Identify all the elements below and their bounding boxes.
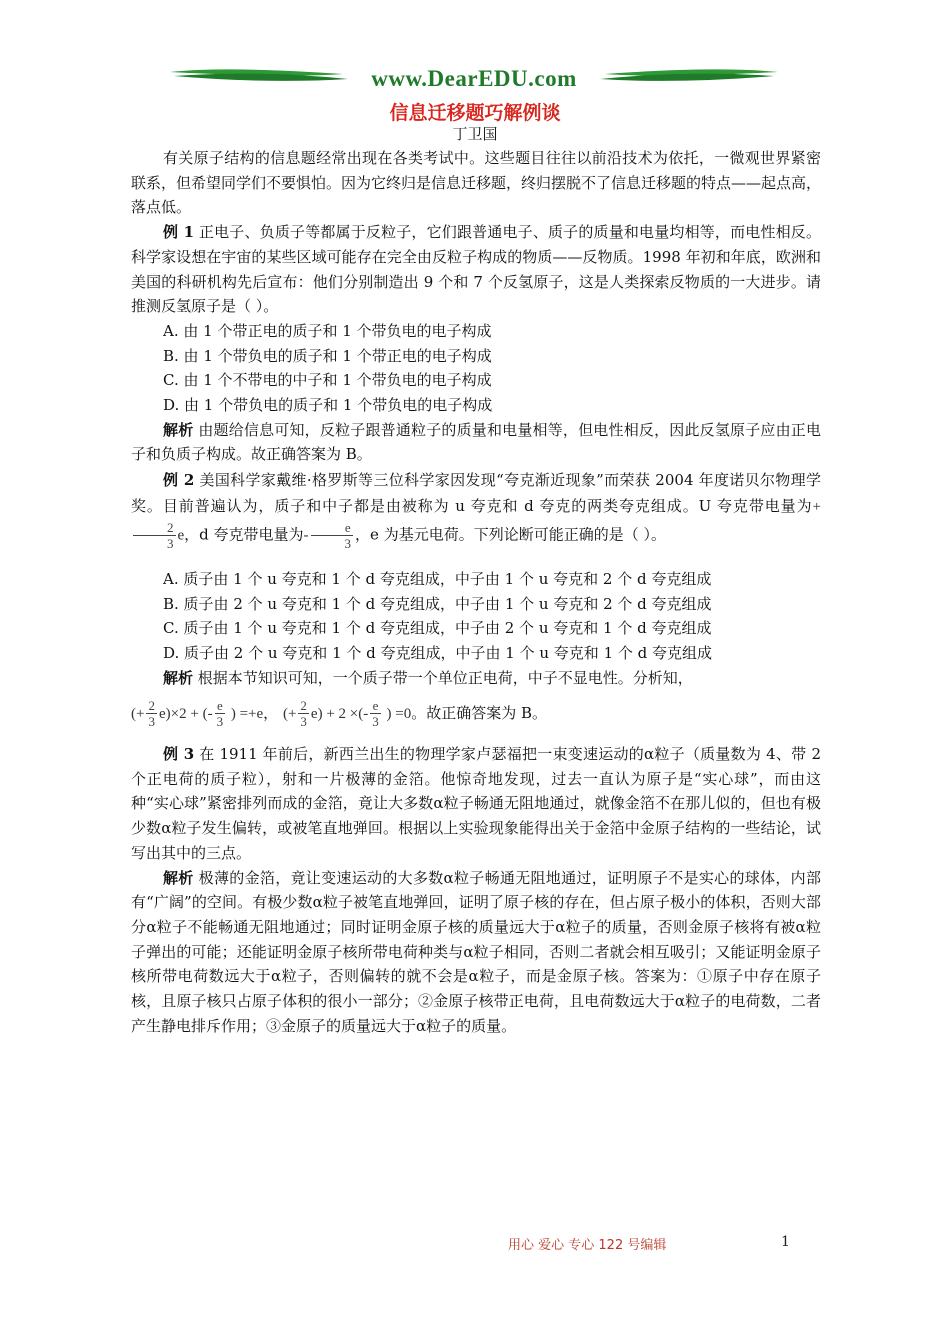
example-3-question	[131, 742, 821, 866]
fraction-numerator: 2	[148, 698, 155, 714]
fraction-numerator: 2	[300, 698, 307, 714]
example-1-label: 例 1	[163, 223, 195, 242]
example-2-conclusion: 。故正确答案为 B。	[411, 703, 548, 722]
article-title: 信息迁移题巧解例谈	[389, 102, 561, 124]
example-3-label: 例 3	[163, 745, 195, 763]
example-1-option-a: A. 由 1 个带正电的质子和 1 个带负电的电子构成	[163, 321, 492, 340]
example-1-option-d: D. 由 1 个带负电的质子和 1 个带负电的电子构成	[163, 396, 493, 415]
example-2-option-b: B. 质子由 2 个 u 夸克和 1 个 d 夸克组成，中子由 1 个 u 夸克和 2 个 d 夸克组成	[163, 594, 712, 613]
plus-sign: +	[812, 499, 821, 515]
fraction-denominator: 3	[167, 536, 174, 551]
fraction-e-third	[311, 520, 354, 551]
example-2-option-c: C. 质子由 1 个 u 夸克和 1 个 d 夸克组成，中子由 2 个 u 夸克和 1 个 d 夸克组成	[163, 619, 712, 638]
equation-part: -	[207, 705, 213, 722]
example-2-analysis	[131, 666, 821, 691]
example-3-text: 在 1911 年前后，新西兰出生的物理学家卢瑟福把一束变速运动的α粒子（质量数为 4、带 2 个正电荷的质子粒），射和一片极薄的金箔。他惊奇地发现，过去一直认为原子是“实心球”，而由这种“实心球”紧密排列而成的金箔，竟让大多数α粒子畅通无阻地通过，就像金箔不在那儿似的，但也有极少数α粒子发生偏转，或被笔直地弹回。根据以上实验现象能得出关于金箔中金原子结构的一些结论，试写出其中的三点。	[131, 745, 821, 862]
example-2-analysis-text: 根据本节知识可知，一个质子带一个单位正电荷，中子不显电性。分析知，	[193, 668, 693, 687]
fraction-e-third	[370, 698, 381, 729]
footer-note: 用心 爱心 专心 122 号编辑	[508, 1238, 667, 1253]
example-2-option-a: A. 质子由 1 个 u 夸克和 1 个 d 夸克组成，中子由 1 个 u 夸克和 2 个 d 夸克组成	[163, 570, 712, 588]
example-2-question	[131, 467, 821, 551]
equation-part: +	[136, 705, 145, 722]
fraction-numerator: e	[311, 520, 354, 536]
fraction-numerator: e	[370, 698, 381, 714]
example-1-text: 正电子、负质子等都属于反粒子，它们跟普通电子、质子的质量和电量均相等，而电性相反。科学家设想在宇宙的某些区域可能存在完全由反粒子构成的物质——反物质。1998 年初和年底，欧洲和美国的科研机构先后宣布：他们分别制造出 9 个和 7 个反氢原子，这是人类探索反物质的一大进步。请推测反氢原子是（ ）。	[131, 223, 821, 316]
charge-symbol: e	[177, 527, 185, 544]
example-3	[131, 742, 821, 1038]
example-2	[131, 467, 821, 551]
equation-part: ×2	[170, 705, 187, 722]
example-2-equation: (+ $\frac{2}{3}$ e)×2 + (- $\frac{e}{3}$ ) =+e， (+ $\frac{2}{3}$ e) + 2 ×(- $\frac{e}{3}$ ) =0。故正确答案为 B。	[131, 698, 548, 730]
equation-part: e	[310, 705, 318, 722]
example-1-question	[131, 220, 821, 319]
fraction-e-third	[215, 698, 226, 729]
equation-part: + 2 ×(	[322, 705, 364, 722]
example-1-option-b: B. 由 1 个带负电的质子和 1 个带正电的电子构成	[163, 346, 492, 365]
intro-and-example-1	[131, 146, 821, 467]
site-header	[168, 62, 780, 96]
fraction-denominator: 3	[344, 536, 352, 551]
example-2-text-1: 美国科学家戴维·格罗斯等三位科学家因发现“夸克渐近现象”而荣获 2004 年度诺贝尔物理学奖。目前普遍认为，质子和中子都是由被称为 u 夸克和 d 夸克的两类夸克组成。U 夸克带电量为	[131, 471, 821, 515]
fraction-two-thirds	[146, 698, 157, 729]
fraction-numerator: e	[215, 698, 226, 714]
equation-part: (	[131, 705, 136, 722]
example-2-options	[131, 567, 821, 736]
equation-part: (	[282, 705, 288, 722]
equation-part: ) =+e	[227, 705, 264, 722]
minus-sign: -	[303, 527, 309, 544]
example-1-analysis-label: 解析	[163, 420, 194, 439]
example-2-text-3: ，e 为基元电荷。下列论断可能正确的是（ ）。	[355, 525, 666, 544]
example-2-label: 例 2	[163, 471, 195, 489]
fraction-denominator: 3	[216, 714, 224, 730]
equation-part: +	[287, 705, 297, 722]
equation-part: ) =0	[382, 705, 412, 722]
site-name[interactable]: www.DearEDU.com	[371, 66, 577, 91]
intro-paragraph: 有关原子结构的信息题经常出现在各类考试中。这些题目往往以前沿技术为依托，一微观世界紧密联系，但希望同学们不要惧怕。因为它终归是信息迁移题，终归摆脱不了信息迁移题的特点——起点高，落点低。	[131, 149, 822, 217]
article-author: 丁卫国	[452, 125, 498, 143]
equation-part: )	[165, 705, 171, 722]
fraction-two-thirds	[298, 698, 309, 729]
equation-part: +	[186, 705, 203, 722]
fraction-denominator: 3	[300, 714, 307, 730]
fraction-two-thirds	[133, 520, 176, 551]
equation-part: e	[158, 705, 166, 722]
example-3-analysis-label: 解析	[163, 868, 194, 887]
equation-part: -	[363, 705, 369, 722]
example-1-analysis-text: 由题给信息可知，反粒子跟普通粒子的质量和电量相等，但电性相反，因此反氢原子应由正电子和负质子构成。故正确答案为 B。	[131, 420, 821, 464]
fraction-numerator: 2	[133, 520, 176, 536]
page-number: 1	[781, 1234, 790, 1250]
example-2-option-d: D. 质子由 2 个 u 夸克和 1 个 d 夸克组成，中子由 1 个 u 夸克和 1 个 d 夸克组成	[163, 644, 713, 663]
example-2-text-2: ，d 夸克带电量为	[184, 525, 304, 544]
equation-part: )	[317, 705, 323, 722]
example-1-analysis	[131, 418, 821, 467]
example-1-option-c: C. 由 1 个不带电的中子和 1 个带负电的电子构成	[163, 371, 492, 390]
fraction-denominator: 3	[372, 714, 379, 730]
example-3-analysis	[131, 866, 821, 1039]
fraction-denominator: 3	[148, 714, 155, 730]
equation-part: (	[202, 705, 208, 722]
example-3-analysis-text: 极薄的金箔，竟让变速运动的大多数α粒子畅通无阻地通过，证明原子不是实心的球体，内部有“广阔”的空间。有极少数α粒子被笔直地弹回，证明了原子核的存在，但占原子极小的体积，否则大部分α粒子不能畅通无阻地通过；同时证明金原子核的质量远大于α粒子的质量，否则金原子核将有被α粒子弹出的可能；还能证明金原子核所带电荷种类与α粒子相同，否则二者就会相互吸引；又能证明金原子核所带电荷数远大于α粒子，否则偏转的就不会是α粒子，而是金原子核。答案为：①原子中存在原子核，且原子核只占原子体积的很小一部分；②金原子核带正电荷，且电荷数远大于α粒子的电荷数，二者产生静电排斥作用；③金原子的质量远大于α粒子的质量。	[131, 868, 821, 1035]
example-2-analysis-label: 解析	[163, 668, 194, 687]
